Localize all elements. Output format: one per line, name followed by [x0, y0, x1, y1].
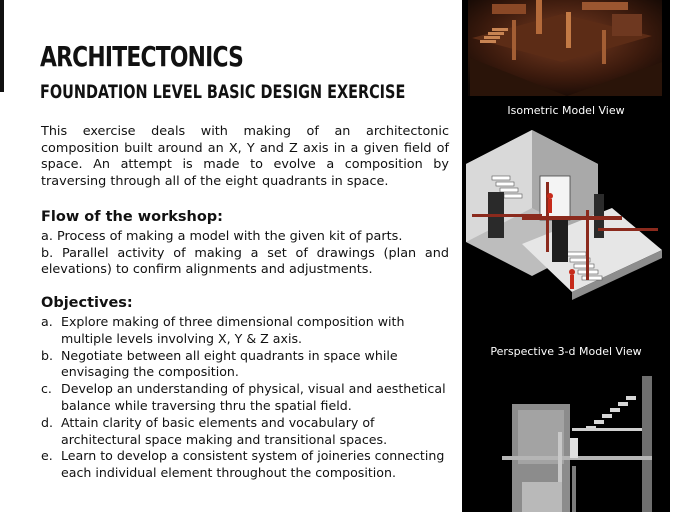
objective-item [41, 314, 451, 348]
isometric-model-image [462, 0, 670, 100]
page-subtitle: FOUNDATION LEVEL BASIC DESIGN EXERCISE [40, 81, 406, 103]
objective-item [41, 415, 451, 449]
objective-marker: e. [41, 448, 53, 464]
flow-heading: Flow of the workshop: [41, 209, 223, 225]
elevation-model-image [462, 376, 670, 512]
page-title: ARCHITECTONICS [40, 40, 244, 73]
flow-item: b. Parallel activity of making a set of drawings (plan and elevations) to confirm alignments and adjustments. [41, 245, 449, 278]
flow-list [41, 229, 449, 279]
objective-text: Learn to develop a consistent system of joineries connecting each individual element throughout the composition. [61, 448, 445, 481]
objectives-list [41, 314, 451, 482]
objective-text: Negotiate between all eight quadrants in space while envisaging the composition. [61, 347, 398, 380]
objective-marker: d. [41, 414, 53, 430]
objective-text: Attain clarity of basic elements and vocabulary of architectural space making and transitional spaces. [61, 414, 388, 447]
objective-text: Explore making of three dimensional composition with multiple levels involving X, Y & Z axis. [61, 314, 405, 346]
objective-item [41, 348, 451, 382]
flow-item: a. Process of making a model with the given kit of parts. [41, 229, 403, 244]
objective-item [41, 448, 451, 482]
objective-marker: c. [41, 381, 52, 397]
intro-paragraph: This exercise deals with making of an architectonic composition built around an X, Y and Z axis in a given field of space. An attempt is made to evolve a composition by traversing through all of the eight quadrants in space. [41, 124, 449, 189]
objective-marker: a. [41, 314, 53, 329]
perspective-caption: Perspective 3-d Model View [490, 345, 642, 358]
perspective-model-image [462, 124, 670, 334]
image-panel [462, 0, 670, 512]
left-margin-rule [0, 0, 4, 92]
objectives-heading: Objectives: [41, 295, 133, 311]
objective-item [41, 381, 451, 415]
isometric-caption: Isometric Model View [507, 104, 625, 117]
objective-marker: b. [41, 347, 53, 363]
objective-text: Develop an understanding of physical, visual and aesthetical balance while traversing thru the spatial field. [61, 381, 446, 413]
